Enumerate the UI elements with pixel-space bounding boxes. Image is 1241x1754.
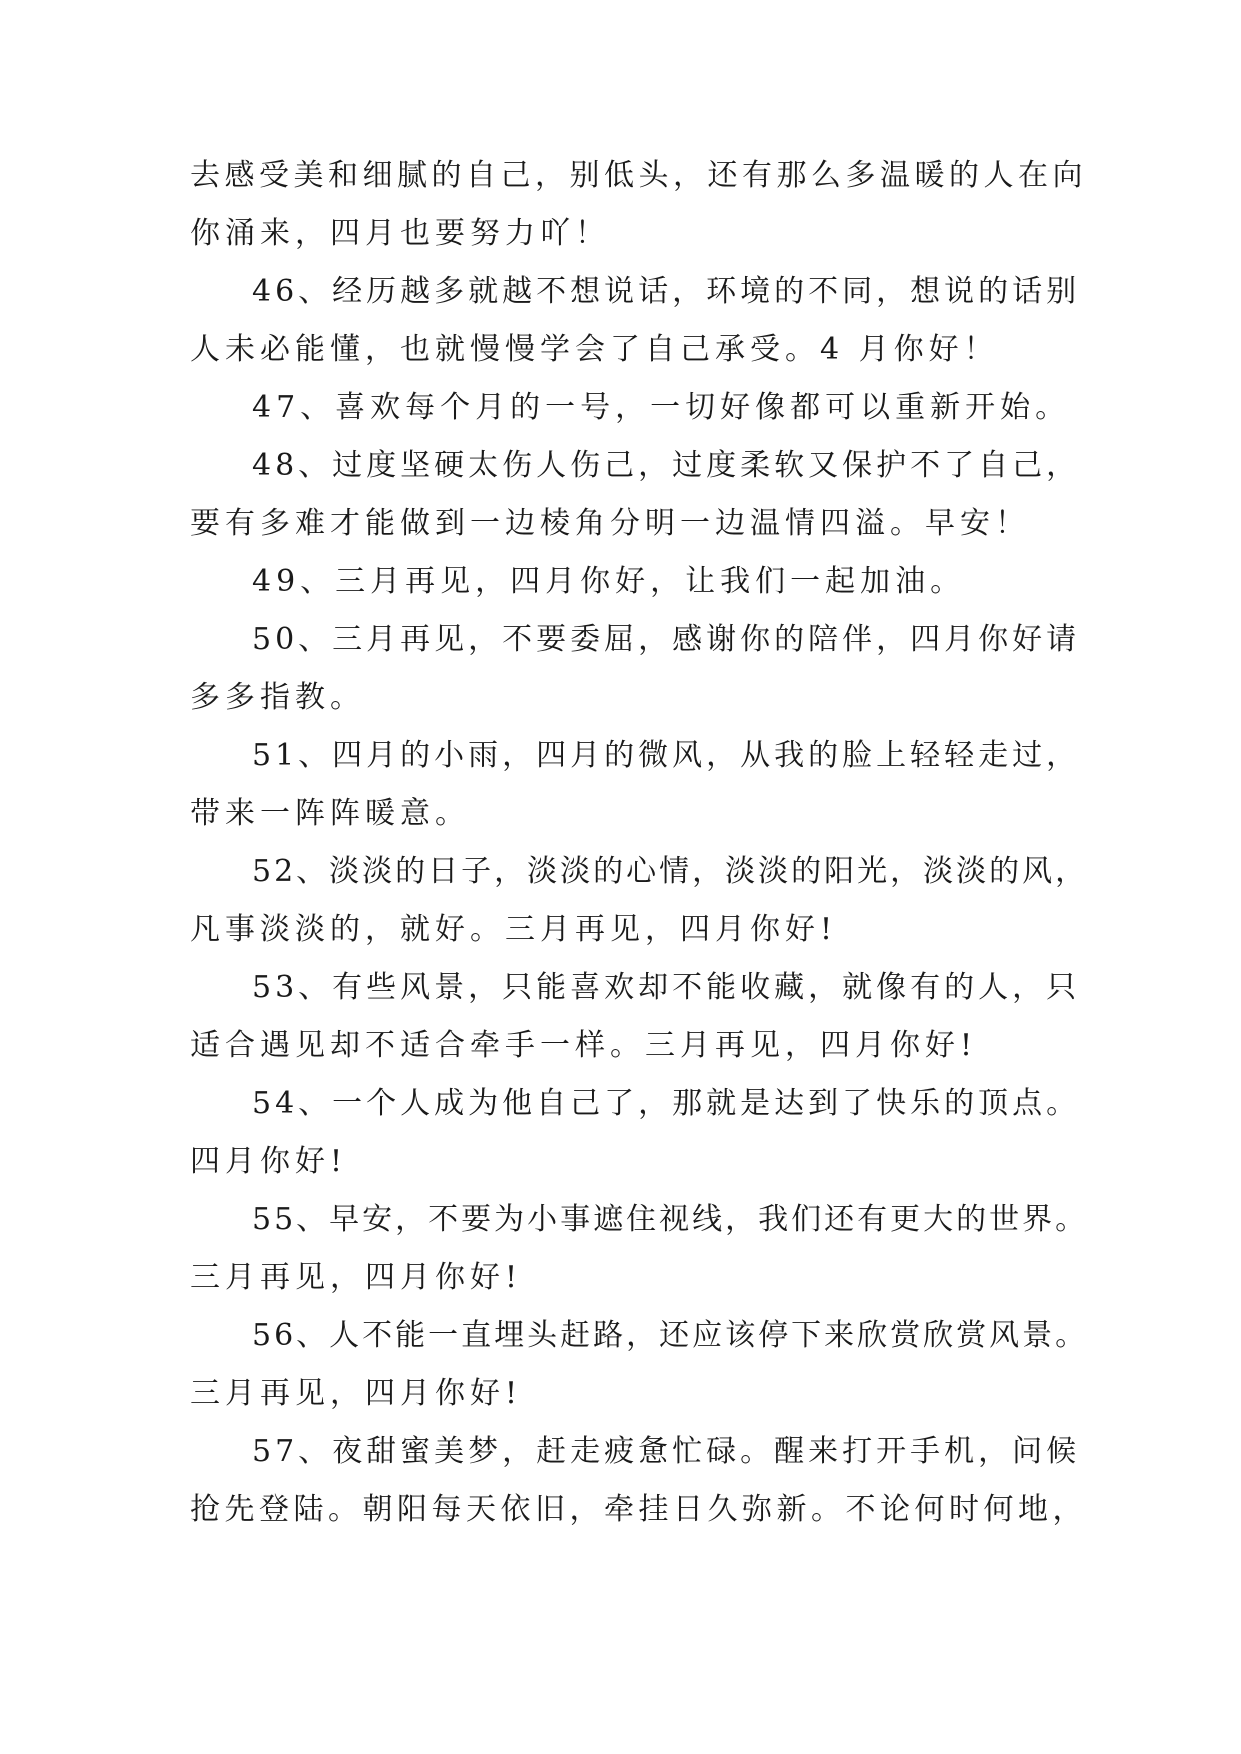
paragraph-54-line-1: 54、一个人成为他自己了，那就是达到了快乐的顶点。 — [252, 1086, 1081, 1121]
paragraph-55-line-1: 55、早安，不要为小事遮住视线，我们还有更大的世界。 — [252, 1202, 1089, 1237]
paragraph-57-line-1: 57、夜甜蜜美梦，赶走疲惫忙碌。醒来打开手机，问候 — [252, 1434, 1081, 1469]
paragraph-46-line-1: 46、经历越多就越不想说话，环境的不同，想说的话别 — [252, 274, 1081, 309]
paragraph-55-line-2: 三月再见，四月你好! — [190, 1260, 523, 1295]
paragraph-47-line-1: 47、喜欢每个月的一号，一切好像都可以重新开始。 — [252, 390, 1071, 425]
paragraph-46-line-2: 人未必能懂，也就慢慢学会了自己承受。4 月你好！ — [190, 332, 999, 367]
paragraph-52-line-1: 52、淡淡的日子，淡淡的心情，淡淡的阳光，淡淡的风， — [252, 854, 1089, 889]
paragraph-48-line-2: 要有多难才能做到一边棱角分明一边温情四溢。早安！ — [190, 506, 1030, 541]
paragraph-48-line-1: 48、过度坚硬太伤人伤己，过度柔软又保护不了自己， — [252, 448, 1081, 483]
paragraph-56-line-1: 56、人不能一直埋头赶路，还应该停下来欣赏欣赏风景。 — [252, 1318, 1089, 1353]
paragraph-57-line-2: 抢先登陆。朝阳每天依旧，牵挂日久弥新。不论何时何地， — [190, 1492, 1087, 1527]
paragraph-56-line-2: 三月再见，四月你好! — [190, 1376, 523, 1411]
paragraph-51-line-2: 带来一阵阵暖意。 — [190, 796, 470, 831]
paragraph-52-line-2: 凡事淡淡的，就好。三月再见，四月你好! — [190, 912, 838, 947]
paragraph-54-line-2: 四月你好! — [190, 1144, 348, 1179]
text-line: 你涌来，四月也要努力吖！ — [190, 216, 610, 251]
text-line: 去感受美和细腻的自己，别低头，还有那么多温暖的人在向 — [190, 158, 1087, 193]
paragraph-53-line-2: 适合遇见却不适合牵手一样。三月再见，四月你好! — [190, 1028, 978, 1063]
paragraph-49-line-1: 49、三月再见，四月你好，让我们一起加油。 — [252, 564, 966, 599]
paragraph-50-line-1: 50、三月再见，不要委屈，感谢你的陪伴，四月你好请 — [252, 622, 1081, 657]
paragraph-50-line-2: 多多指教。 — [190, 680, 365, 715]
paragraph-53-line-1: 53、有些风景，只能喜欢却不能收藏，就像有的人，只 — [252, 970, 1081, 1005]
paragraph-51-line-1: 51、四月的小雨，四月的微风，从我的脸上轻轻走过， — [252, 738, 1081, 773]
